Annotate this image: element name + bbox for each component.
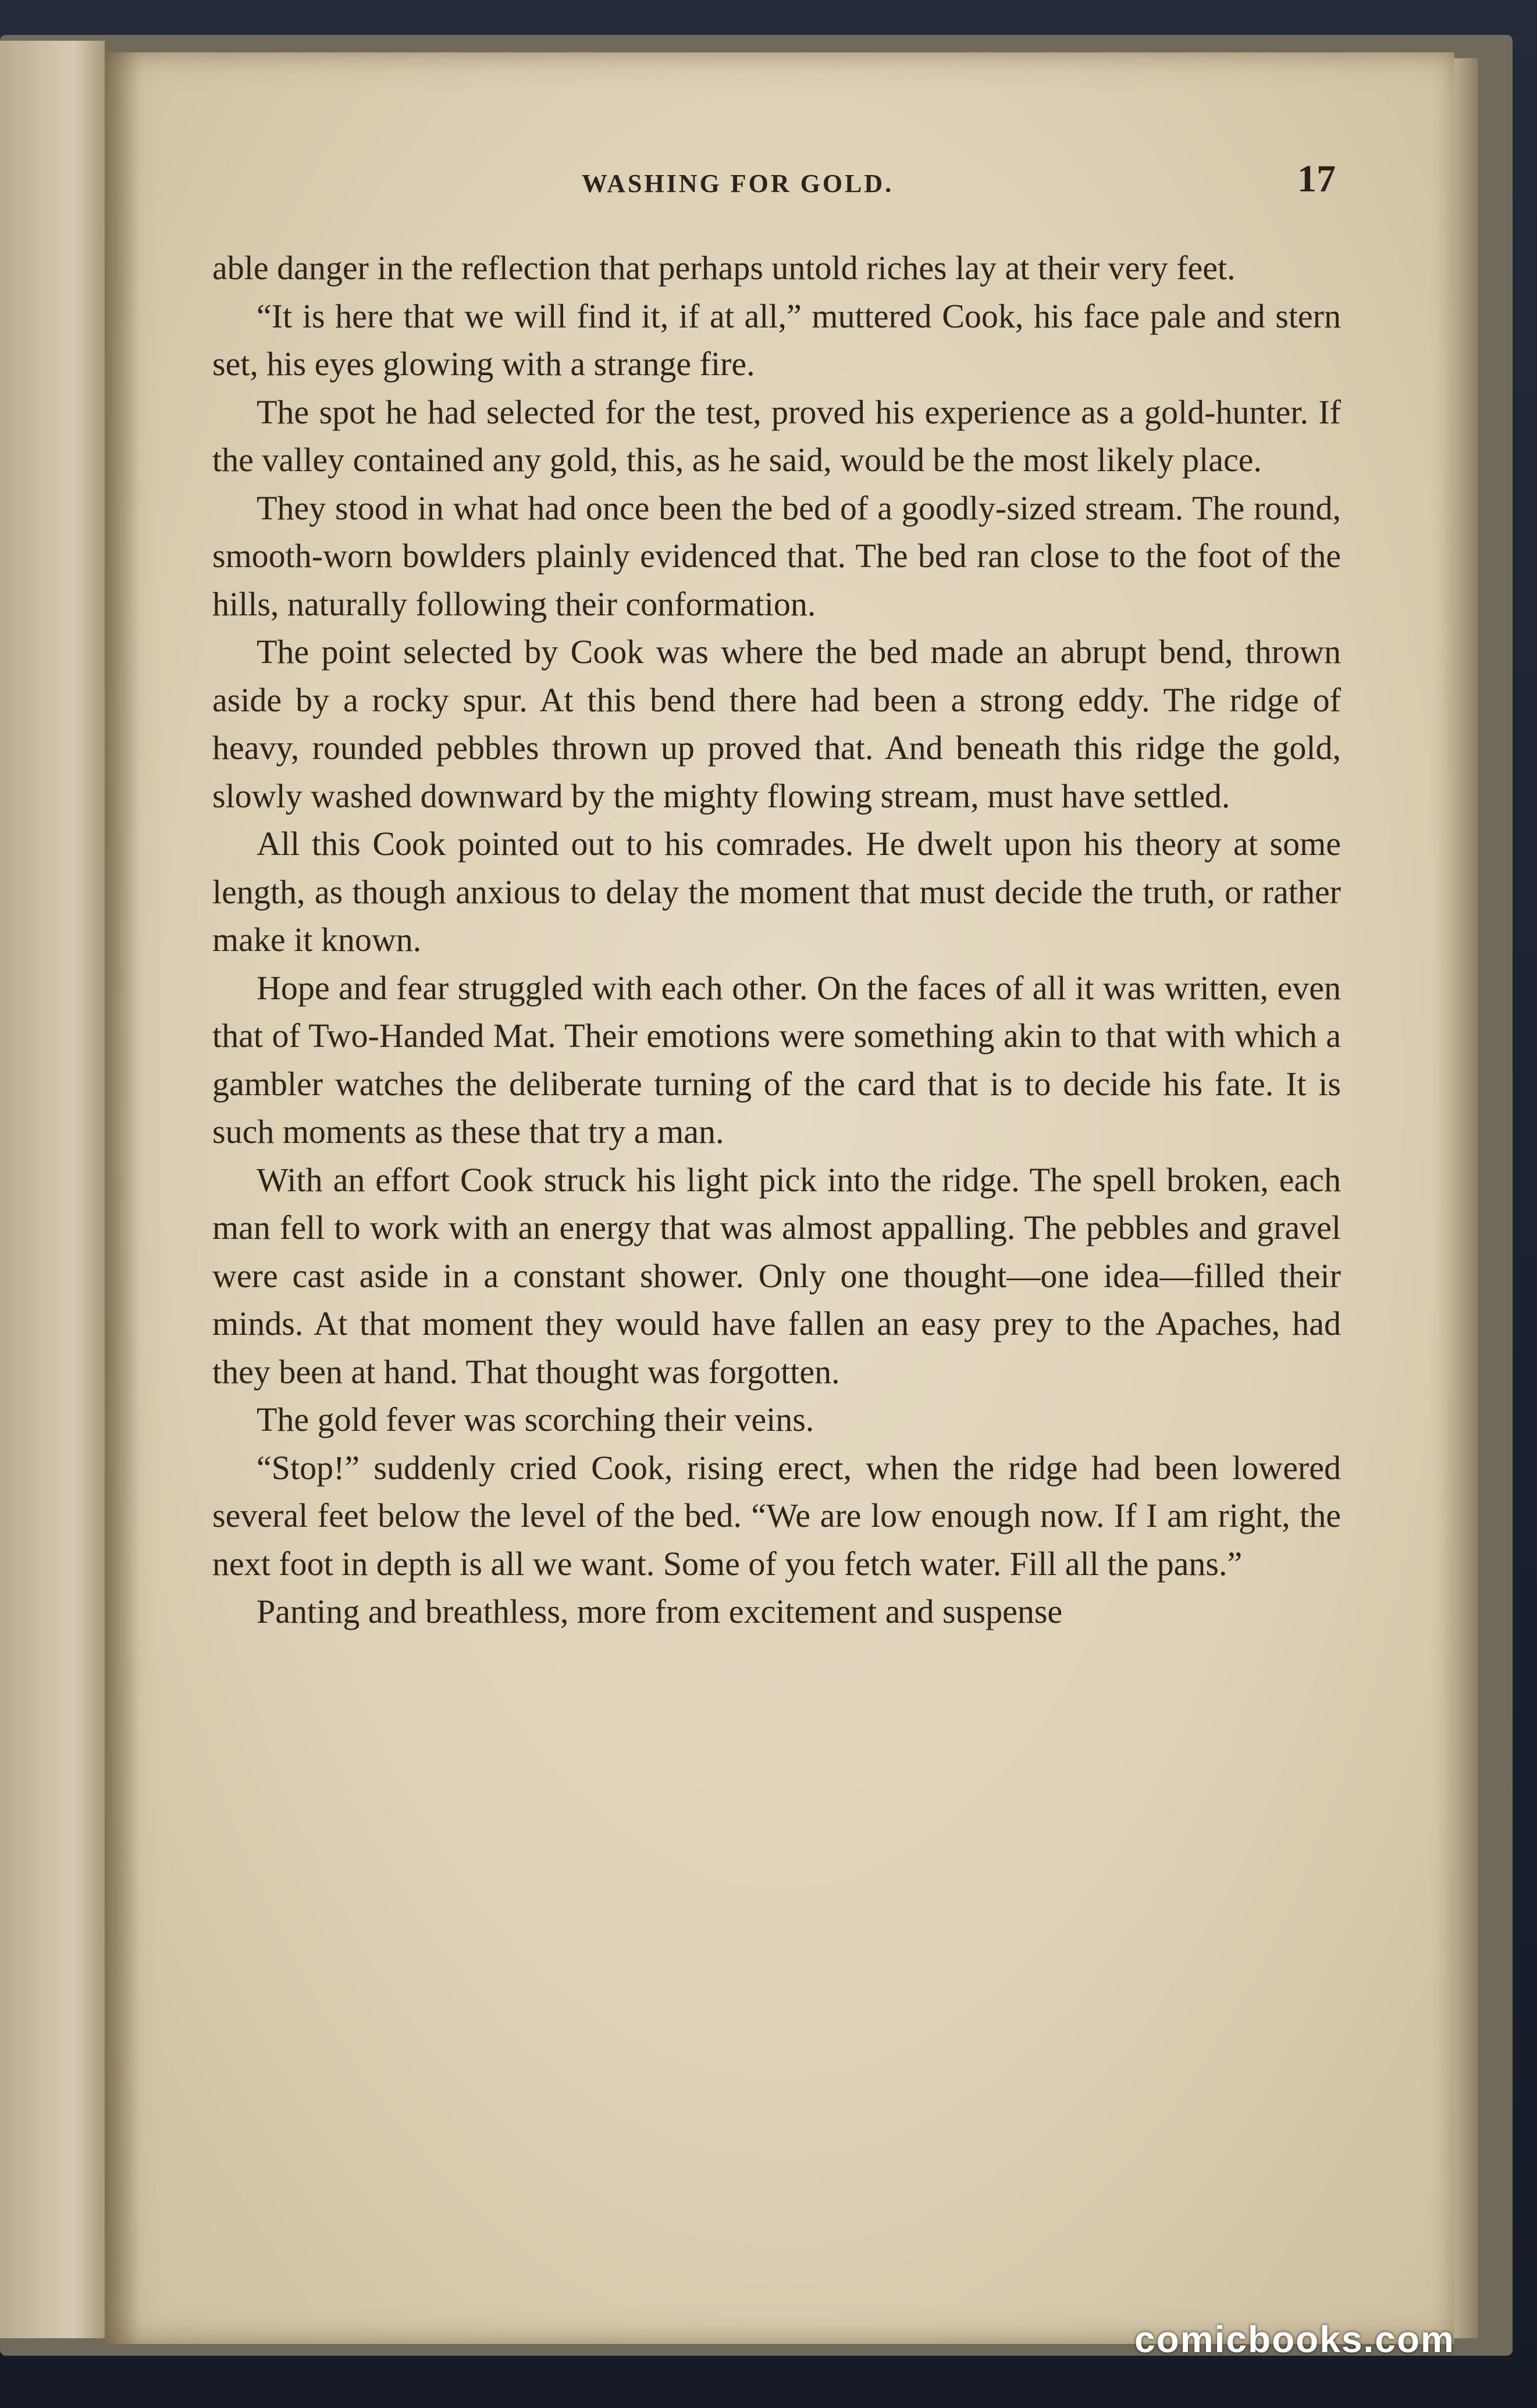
paragraph: “Stop!” suddenly cried Cook, rising erect, when the ridge had been lowered several feet below the level of the bed. “We are low enough now. If I am right, the next foot in depth is all we want. Some of you fetch water. Fill all the pans.” bbox=[212, 1448, 1341, 1583]
running-head: WASHING FOR GOLD. bbox=[582, 169, 894, 198]
body-text bbox=[212, 244, 1341, 1636]
gutter-shadow bbox=[105, 52, 140, 2344]
paragraph: With an effort Cook struck his light pick into the ridge. The spell broken, each man fell to work with an energy that was almost appalling. The pebbles and gravel were cast aside in a constant shower. Only one thought—one idea—filled their minds. At that moment they would have fallen an easy prey to the Apaches, had they been at hand. That thought was forgotten. bbox=[212, 1160, 1341, 1391]
paragraph: All this Cook pointed out to his comrades. He dwelt upon his theory at some length, as though anxious to delay the moment that must decide the truth, or rather make it known. bbox=[212, 825, 1341, 959]
book-page bbox=[105, 52, 1454, 2344]
paragraph: Panting and breathless, more from excitement and suspense bbox=[257, 1593, 1063, 1630]
site-watermark: comicbooks.com bbox=[1134, 2318, 1455, 2360]
paragraph: The point selected by Cook was where the bed made an abrupt bend, thrown aside by a rocky spur. At this bend there had been a strong eddy. The ridge of heavy, rounded pebbles thrown up proved that. And beneath this ridge the gold, slowly washed downward by the mighty flowing stream, must have settled. bbox=[212, 633, 1341, 815]
paragraph: “It is here that we will find it, if at all,” muttered Cook, his face pale and stern set, his eyes glowing with a strange fire. bbox=[212, 297, 1341, 383]
paragraph: They stood in what had once been the bed of a goodly-sized stream. The round, smooth-worn bowlders plainly evidenced that. The bed ran close to the foot of the hills, naturally following their conformation. bbox=[212, 489, 1341, 623]
facing-page-edge bbox=[0, 41, 105, 2338]
page-header bbox=[105, 151, 1454, 209]
paragraph: able danger in the reflection that perhaps untold riches lay at their very feet. bbox=[212, 249, 1236, 287]
paragraph: The gold fever was scorching their veins. bbox=[257, 1401, 814, 1438]
page-number: 17 bbox=[1297, 158, 1336, 200]
paragraph: Hope and fear struggled with each other. On the faces of all it was written, even that of Two-Handed Mat. Their emotions were something akin to that with which a gambler watches the deliberate turning of the card that is to decide his fate. It is such moments as these that try a man. bbox=[212, 968, 1341, 1150]
page-stack-edge bbox=[1454, 58, 1478, 2338]
paragraph: The spot he had selected for the test, proved his experience as a gold-hunter. If the valley contained any gold, this, as he said, would be the most likely place. bbox=[212, 393, 1341, 479]
